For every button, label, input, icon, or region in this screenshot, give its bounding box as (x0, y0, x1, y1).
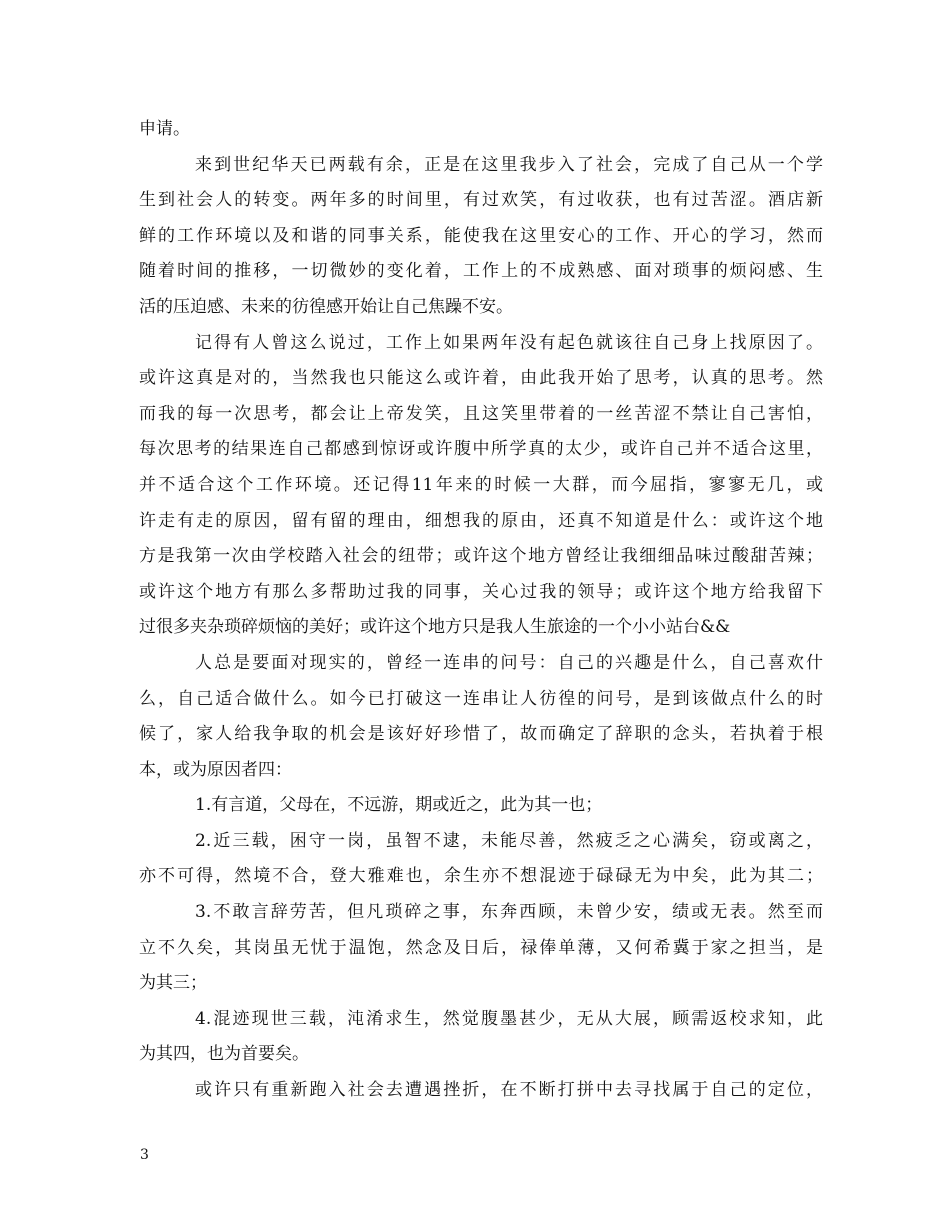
page-number: 3 (140, 1147, 149, 1163)
paragraph-first-line: 记得有人曾这么说过，工作上如果两年没有起色就该往自己身上找原因了。 (195, 332, 823, 353)
text-line: 过很多夹杂琐碎烦恼的美好；或许这个地方只是我人生旅途的一个小小站台&& (139, 617, 731, 638)
text-line: 并不适合这个工作环境。还记得11年来的时候一大群，而今屈指，寥寥无几，或 (139, 474, 823, 495)
document-body (139, 112, 823, 1109)
text-line: 许走有走的原因，留有留的理由，细想我的原由，还真不知道是什么：或许这个地 (139, 510, 823, 531)
text-line: 或许这真是对的，当然我也只能这么或许着，由此我开始了思考，认真的思考。然 (139, 368, 823, 389)
paragraph-first-line: 或许只有重新跑入社会去遭遇挫折，在不断打拼中去寻找属于自己的定位， (195, 1080, 823, 1101)
text-line: 鲜的工作环境以及和谐的同事关系，能使我在这里安心的工作、开心的学习，然而 (139, 225, 823, 246)
paragraph-first-line: 来到世纪华天已两载有余，正是在这里我步入了社会，完成了自己从一个学 (195, 154, 823, 175)
text-line: 亦不可得，然境不合，登大雅难也，余生亦不想混迹于碌碌无为中矣，此为其二； (139, 866, 823, 887)
list-item: 1.有言道，父母在，不远游，期或近之，此为其一也； (195, 795, 603, 816)
list-item: 4.混迹现世三载，沌淆求生，然觉腹墨甚少，无从大展，顾需返校求知，此 (195, 1008, 823, 1029)
text-line: 方是我第一次由学校踏入社会的纽带；或许这个地方曾经让我细细品味过酸甜苦辣； (139, 546, 823, 567)
text-line: 么，自己适合做什么。如今已打破这一连串让人彷徨的问号，是到该做点什么的时 (139, 688, 823, 709)
text-line: 而我的每一次思考，都会让上帝发笑，且这笑里带着的一丝苦涩不禁让自己害怕， (139, 403, 823, 424)
text-line: 活的压迫感、未来的彷徨感开始让自己焦躁不安。 (139, 296, 513, 317)
list-item: 3.不敢言辞劳苦，但凡琐碎之事，东奔西顾，未曾少安，绩或无表。然至而 (195, 902, 823, 923)
text-line: 立不久矣，其岗虽无忧于温饱，然念及日后，禄俸单薄，又何希冀于家之担当，是 (139, 937, 823, 958)
text-line: 为其四，也为首要矣。 (139, 1044, 309, 1065)
text-line: 候了，家人给我争取的机会是该好好珍惜了，故而确定了辞职的念头，若执着于根 (139, 724, 823, 745)
text-line: 为其三； (139, 973, 207, 994)
text-line: 生到社会人的转变。两年多的时间里，有过欢笑，有过收获，也有过苦涩。酒店新 (139, 190, 823, 211)
text-line: 随着时间的推移，一切微妙的变化着，工作上的不成熟感、面对琐事的烦闷感、生 (139, 261, 823, 282)
text-line: 申请。 (139, 119, 190, 139)
paragraph-first-line: 人总是要面对现实的，曾经一连串的问号：自己的兴趣是什么，自己喜欢什 (195, 652, 823, 673)
list-item: 2.近三载，困守一岗，虽智不逮，未能尽善，然疲乏之心满矣，窃或离之， (195, 830, 823, 851)
text-line: 或许这个地方有那么多帮助过我的同事，关心过我的领导；或许这个地方给我留下 (139, 581, 823, 602)
text-line: 每次思考的结果连自己都感到惊讶或许腹中所学真的太少，或许自己并不适合这里， (139, 439, 823, 460)
text-line: 本，或为原因者四： (139, 759, 292, 780)
